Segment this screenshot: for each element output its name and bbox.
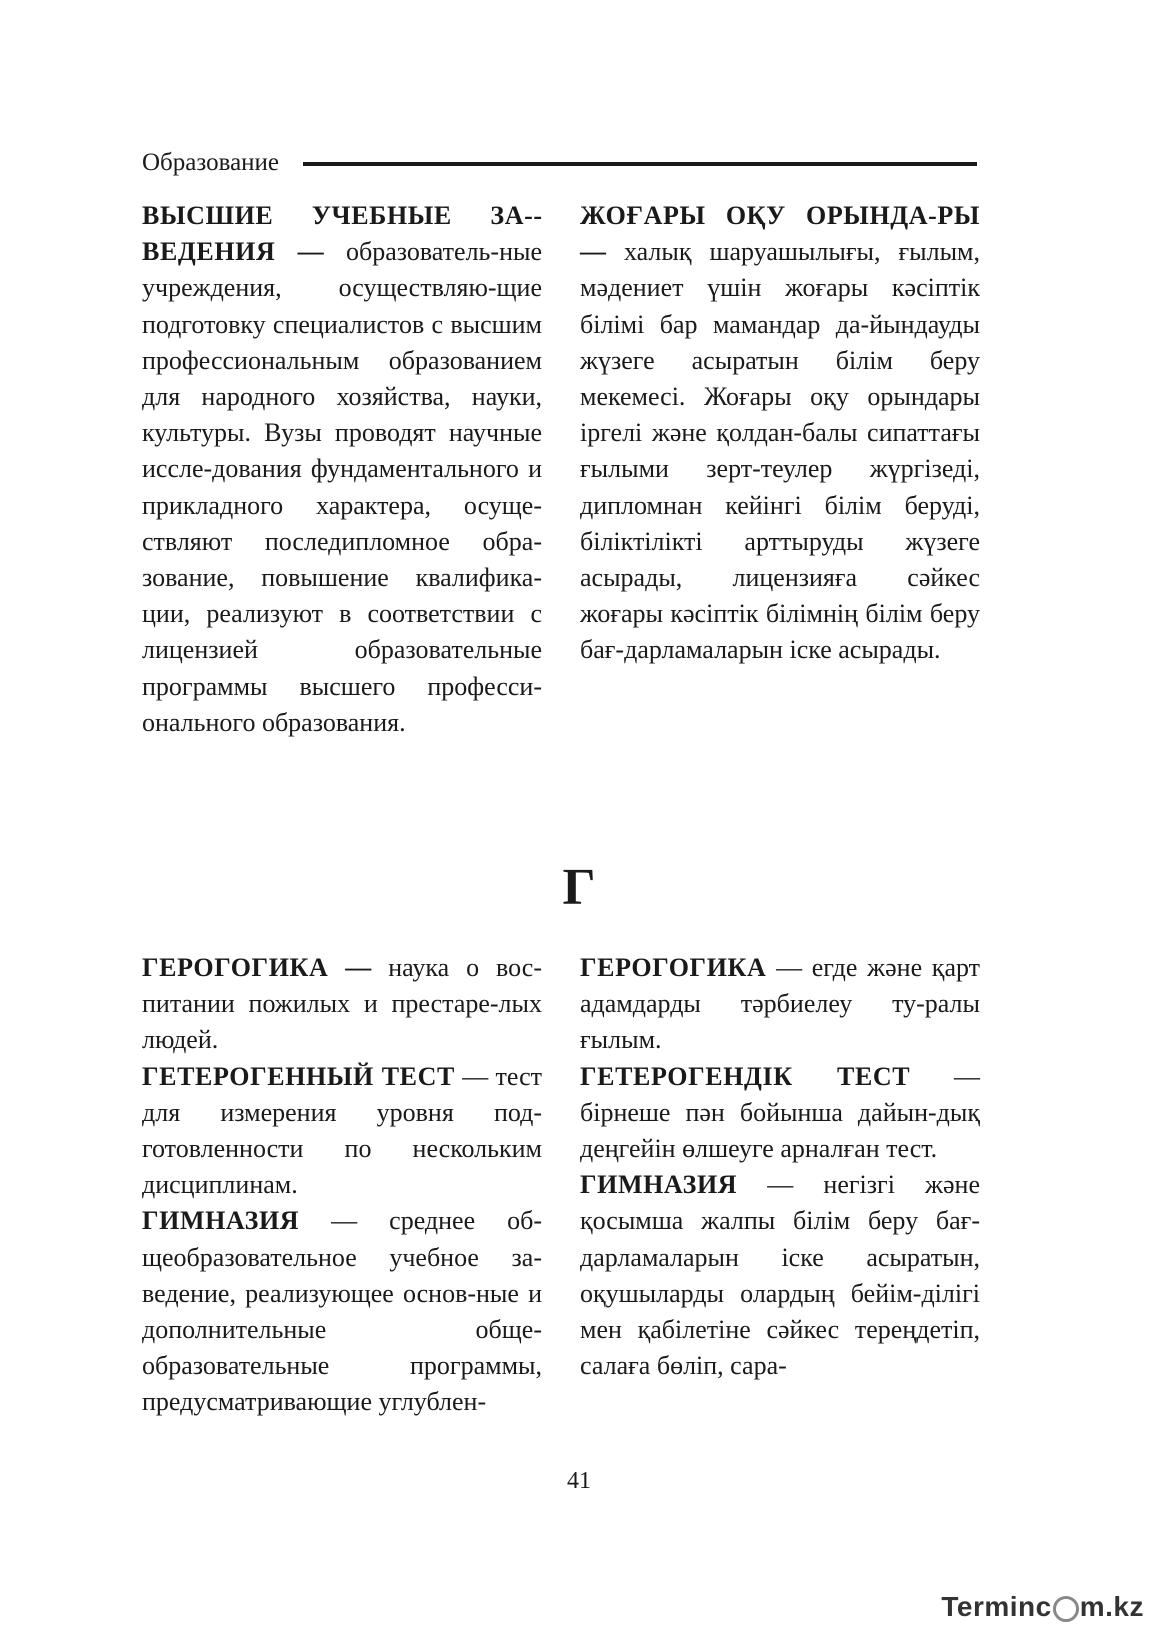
dictionary-entry: [142, 1203, 542, 1420]
entry-dash: —: [737, 1170, 824, 1200]
dictionary-entry: [580, 1167, 980, 1384]
entry-definition: тест для измерения уровня под-готовленности по нескольким дисциплинам.: [142, 1061, 542, 1200]
dictionary-entry: [142, 1059, 542, 1204]
entry-definition: негізгі және қосымша жалпы білім беру бағ-дарламаларын іске асыратын, оқушыларды олардың бейім-ділігі мен қабілетіне сәйкес тереңдетіп, салаға бөліп, сара-: [580, 1170, 980, 1381]
entry-term: ГЕТЕРОГЕНДІК ТЕСТ: [580, 1061, 911, 1091]
dictionary-entry: [142, 198, 542, 741]
section-letter: Г: [562, 859, 596, 916]
column-top-right: [580, 198, 980, 669]
dictionary-entry: [142, 950, 542, 1059]
entry-term: ГИМНАЗИЯ: [142, 1206, 300, 1236]
entry-definition: среднее об-щеобразовательное учебное за-ведение, реализующее основ-ные и дополнительные обще-образовательные программы, предусматривающие углублен-: [142, 1206, 542, 1417]
watermark-suffix: m.kz: [1079, 1591, 1144, 1622]
header-rule: [303, 162, 977, 166]
running-header: [142, 146, 977, 180]
entry-dash: —: [299, 1206, 390, 1236]
entry-dash: —: [454, 1061, 496, 1091]
dictionary-entry: [580, 198, 980, 669]
entry-term: ГЕРОГОГИКА: [580, 953, 767, 982]
entry-dash: —: [580, 237, 624, 267]
entry-dash: —: [275, 237, 346, 267]
entry-dash: —: [328, 953, 389, 982]
entry-term: ГЕТЕРОГЕННЫЙ ТЕСТ: [142, 1061, 455, 1091]
entry-term: ЖОҒАРЫ ОҚУ ОРЫНДА-РЫ: [580, 201, 980, 230]
dictionary-entry: [580, 950, 980, 1059]
entry-definition: егде және қарт адамдарды тәрбиелеу ту-ралы ғылым.: [580, 953, 980, 1055]
entry-definition: бірнеше пән бойынша дайын-дық деңгейін өлшеуге арналған тест.: [580, 1097, 980, 1164]
entry-term: ГИМНАЗИЯ: [580, 1170, 738, 1200]
entry-definition: халық шаруашылығы, ғылым, мәдениет үшін жоғары кәсіптік білімі бар мамандар да-йындауды жүзеге асыратын білім беру мекемесі. Жоғары оқу орындары іргелі және қолдан-балы сипаттағы ғылыми зерт-теулер жүргізеді, дипломнан кейінгі білім беруді, біліктілікті арттыруды жүзеге асырады, лицензияға сәйкес жоғары кәсіптік білімнің білім беру бағ-дарламаларын іске асырады.: [580, 237, 981, 665]
dictionary-entry: [580, 1059, 980, 1168]
entry-dash: —: [910, 1061, 980, 1091]
column-bottom-left: [142, 950, 542, 1421]
column-bottom-right: [580, 950, 980, 1384]
watermark-logo: [941, 1587, 1144, 1627]
entry-dash: —: [766, 953, 812, 982]
column-top-left: [142, 198, 542, 741]
magnifier-icon: [1053, 1596, 1079, 1622]
entry-definition: наука о вос-питании пожилых и престаре-лых людей.: [142, 953, 542, 1055]
entry-term: ГЕРОГОГИКА: [142, 953, 329, 982]
entry-term: ВЫСШИЕ УЧЕБНЫЕ ЗА-ВЕДЕНИЯ: [142, 201, 542, 267]
entry-definition: образователь-ные учреждения, осуществляю-щие подготовку специалистов с высшим профессиональным образованием для народного хозяйства, науки, культуры. Вузы проводят научные иссле-дования фундаментального и прикладного характера, осуще-ствляют последипломное обра-зование, повышение квалифика-ции, реализуют в соответствии с лицензией образовательные программы высшего професси-онального образования.: [142, 237, 542, 737]
header-title: Образование: [142, 149, 280, 176]
page-number: 41: [567, 1468, 591, 1494]
watermark-prefix: Terminc: [941, 1591, 1052, 1622]
